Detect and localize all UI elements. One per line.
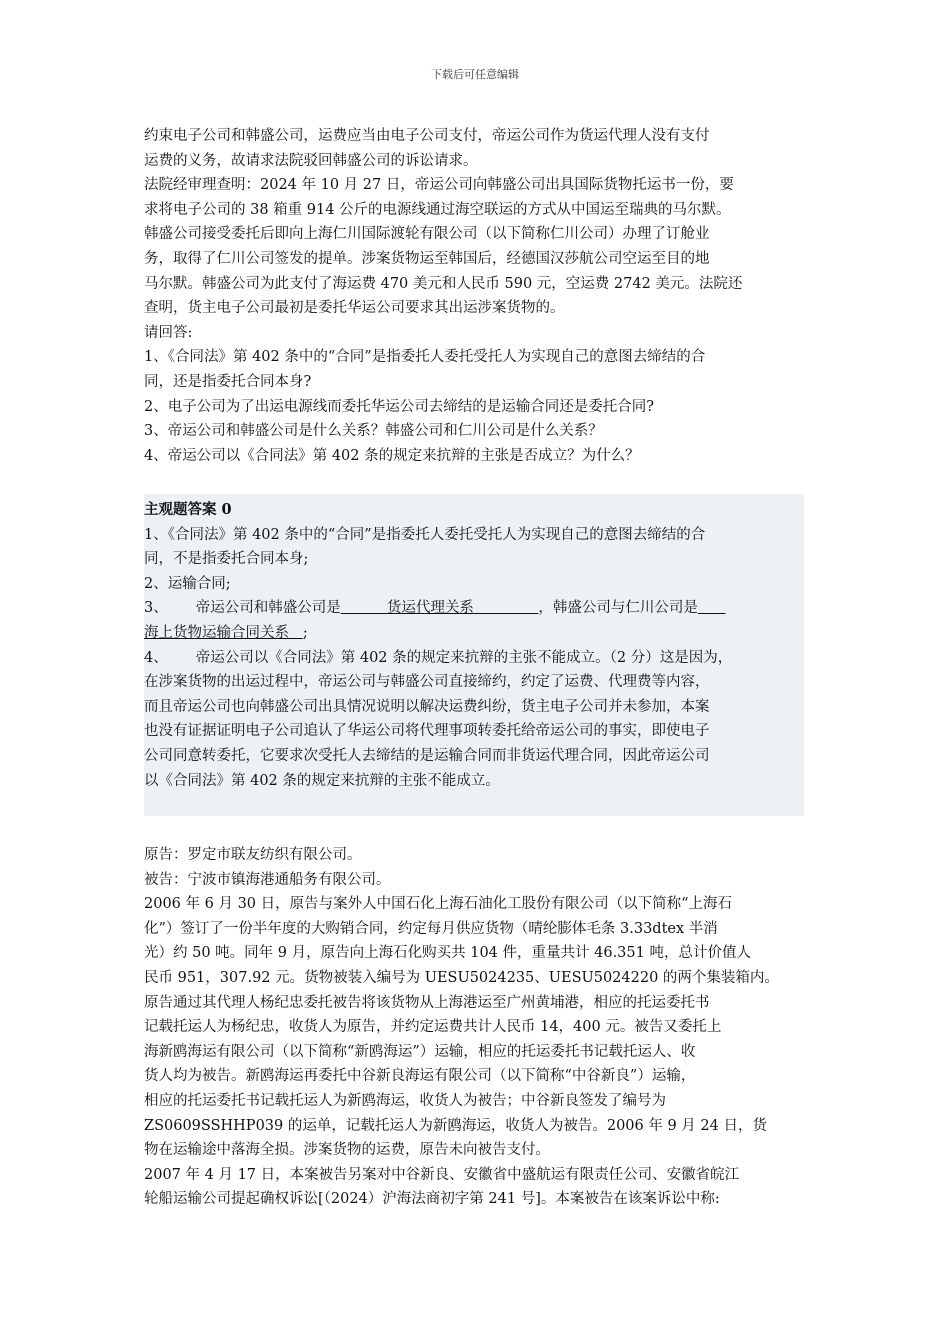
text-line: 光）约 50 吨。同年 9 月，原告向上海石化购买共 104 件，重量共计 46.351 吨，总计价值人	[144, 945, 751, 962]
question-line: 2、电子公司为了出运电源线而委托华运公司去缔结的是运输合同还是委托合同?	[144, 398, 654, 415]
answer-line: 同，不是指委托合同本身;	[144, 551, 309, 568]
text-line: 运费的义务，故请求法院驳回韩盛公司的诉讼请求。	[144, 152, 478, 169]
text-line: 轮船运输公司提起确权诉讼[（2024）沪海法商初字第 241 号]。本案被告在该案诉讼中称:	[144, 1191, 720, 1208]
question-prompt: 请回答:	[144, 324, 193, 341]
answer-4-line1: 4、 帝运公司以《合同法》第 402 条的规定来抗辩的主张不能成立。（2 分）这是因为，	[144, 649, 733, 666]
answer-3-line1	[144, 596, 806, 621]
text-line: 被告：宁波市镇海港通船务有限公司。	[144, 871, 391, 888]
text-line: 民币 951，307.92 元。货物被装入编号为 UESU5024235、UESU5024220 的两个集装箱内。	[144, 969, 779, 986]
text-line: 货人均为被告。新鸥海运再委托中谷新良海运有限公司（以下简称“中谷新良”）运输，	[144, 1068, 696, 1085]
answer-3-text: ，韩盛公司与仁川公司是	[538, 600, 698, 617]
text-line: 2006 年 6 月 30 日，原告与案外人中国石化上海石油化工股份有限公司（以下简称“上海石	[144, 896, 733, 913]
text-line: 务，取得了仁川公司签发的提单。涉案货物运至韩国后，经德国汉莎航公司空运至目的地	[144, 250, 710, 267]
text-line: 海新鸥海运有限公司（以下简称“新鸥海运”）运输，相应的托运委托书记载托运人、收	[144, 1043, 696, 1060]
answer-3-prefix: 3、	[144, 600, 168, 617]
text-line: 求将电子公司的 38 箱重 914 公斤的电源线通过海空联运的方式从中国运至瑞典的马尔默。	[144, 201, 731, 218]
answer-3-blank-1: 货运代理关系	[386, 600, 474, 617]
question-line: 同，还是指委托合同本身?	[144, 373, 312, 390]
text-line: 法院经审理查明：2024 年 10 月 27 日，帝运公司向韩盛公司出具国际货物托运书一份，要	[144, 177, 734, 194]
question-line: 4、帝运公司以《合同法》第 402 条的规定来抗辩的主张是否成立？为什么？	[144, 447, 640, 464]
text-line: 原告：罗定市联友纺织有限公司。	[144, 847, 362, 863]
answer-line: 公司同意转委托，它要求次受托人去缔结的是运输合同而非货运代理合同，因此帝运公司	[144, 747, 710, 764]
text-line: 原告通过其代理人杨纪忠委托被告将该货物从上海港运至广州黄埔港，相应的托运委托书	[144, 994, 710, 1011]
text-line: ZS0609SSHHP039 的运单，记载托运人为新鸥海运，收货人为被告。2006 年 9 月 24 日，货	[144, 1117, 767, 1134]
answer-line: 而且帝运公司也向韩盛公司出具情况说明以解决运费纠纷，货主电子公司并未参加，本案	[144, 698, 710, 715]
answer-4-prefix: 4、	[144, 649, 168, 666]
text-line: 查明，货主电子公司最初是委托华运公司要求其出运涉案货物的。	[144, 300, 565, 317]
page-header: 下载后可任意编辑	[431, 68, 519, 81]
intro-section	[144, 124, 806, 468]
text-line: 马尔默。韩盛公司为此支付了海运费 470 美元和人民币 590 元，空运费 2742 美元。法院还	[144, 275, 743, 292]
text-line: 记载托运人为杨纪忠，收货人为原告，并约定运费共计人民币 14，400 元。被告又委托上	[144, 1019, 722, 1036]
answer-line: 也没有证据证明电子公司追认了华运公司将代理事项转委托给帝运公司的事实，即使电子	[144, 723, 710, 740]
answer-3-end: ;	[302, 624, 308, 641]
text-line: 约束电子公司和韩盛公司，运费应当由电子公司支付，帝运公司作为货运代理人没有支付	[144, 128, 710, 144]
question-line: 1、《合同法》第 402 条中的“合同”是指委托人委托受托人为实现自己的意图去缔结的合	[144, 349, 706, 366]
answer-line: 在涉案货物的出运过程中，帝运公司与韩盛公司直接缔约，约定了运费、代理费等内容，	[144, 674, 710, 691]
text-line: 韩盛公司接受委托后即向上海仁川国际渡轮有限公司（以下简称仁川公司）办理了订舱业	[144, 226, 710, 243]
text-line: 相应的托运委托书记载托运人为新鸥海运，收货人为被告；中谷新良签发了编号为	[144, 1092, 666, 1109]
answer-line: 1、《合同法》第 402 条中的“合同”是指委托人委托受托人为实现自己的意图去缔结的合	[144, 526, 706, 543]
answer-line: 2、运输合同;	[144, 575, 231, 592]
answer-section	[144, 498, 806, 793]
question-line: 3、帝运公司和韩盛公司是什么关系？韩盛公司和仁川公司是什么关系？	[144, 423, 603, 440]
text-line: 化”）签订了一份半年度的大购销合同，约定每月供应货物（晴纶膨体毛条 3.33dtex 半消	[144, 920, 718, 937]
answer-3-blank-2: 海上货物运输合同关系	[144, 624, 289, 641]
answer-title: 主观题答案 0	[144, 501, 232, 518]
text-line: 2007 年 4 月 17 日，本案被告另案对中谷新良、安徽省中盛航运有限责任公司、安徽省皖江	[144, 1166, 740, 1183]
answer-line: 以《合同法》第 402 条的规定来抗辩的主张不能成立。	[144, 772, 500, 789]
answer-3-text: 帝运公司和韩盛公司是	[195, 600, 341, 617]
text-line: 物在运输途中落海全损。涉案货物的运费，原告未向被告支付。	[144, 1142, 550, 1159]
answer-3-line2	[144, 621, 806, 646]
case-two-section	[144, 843, 816, 1212]
